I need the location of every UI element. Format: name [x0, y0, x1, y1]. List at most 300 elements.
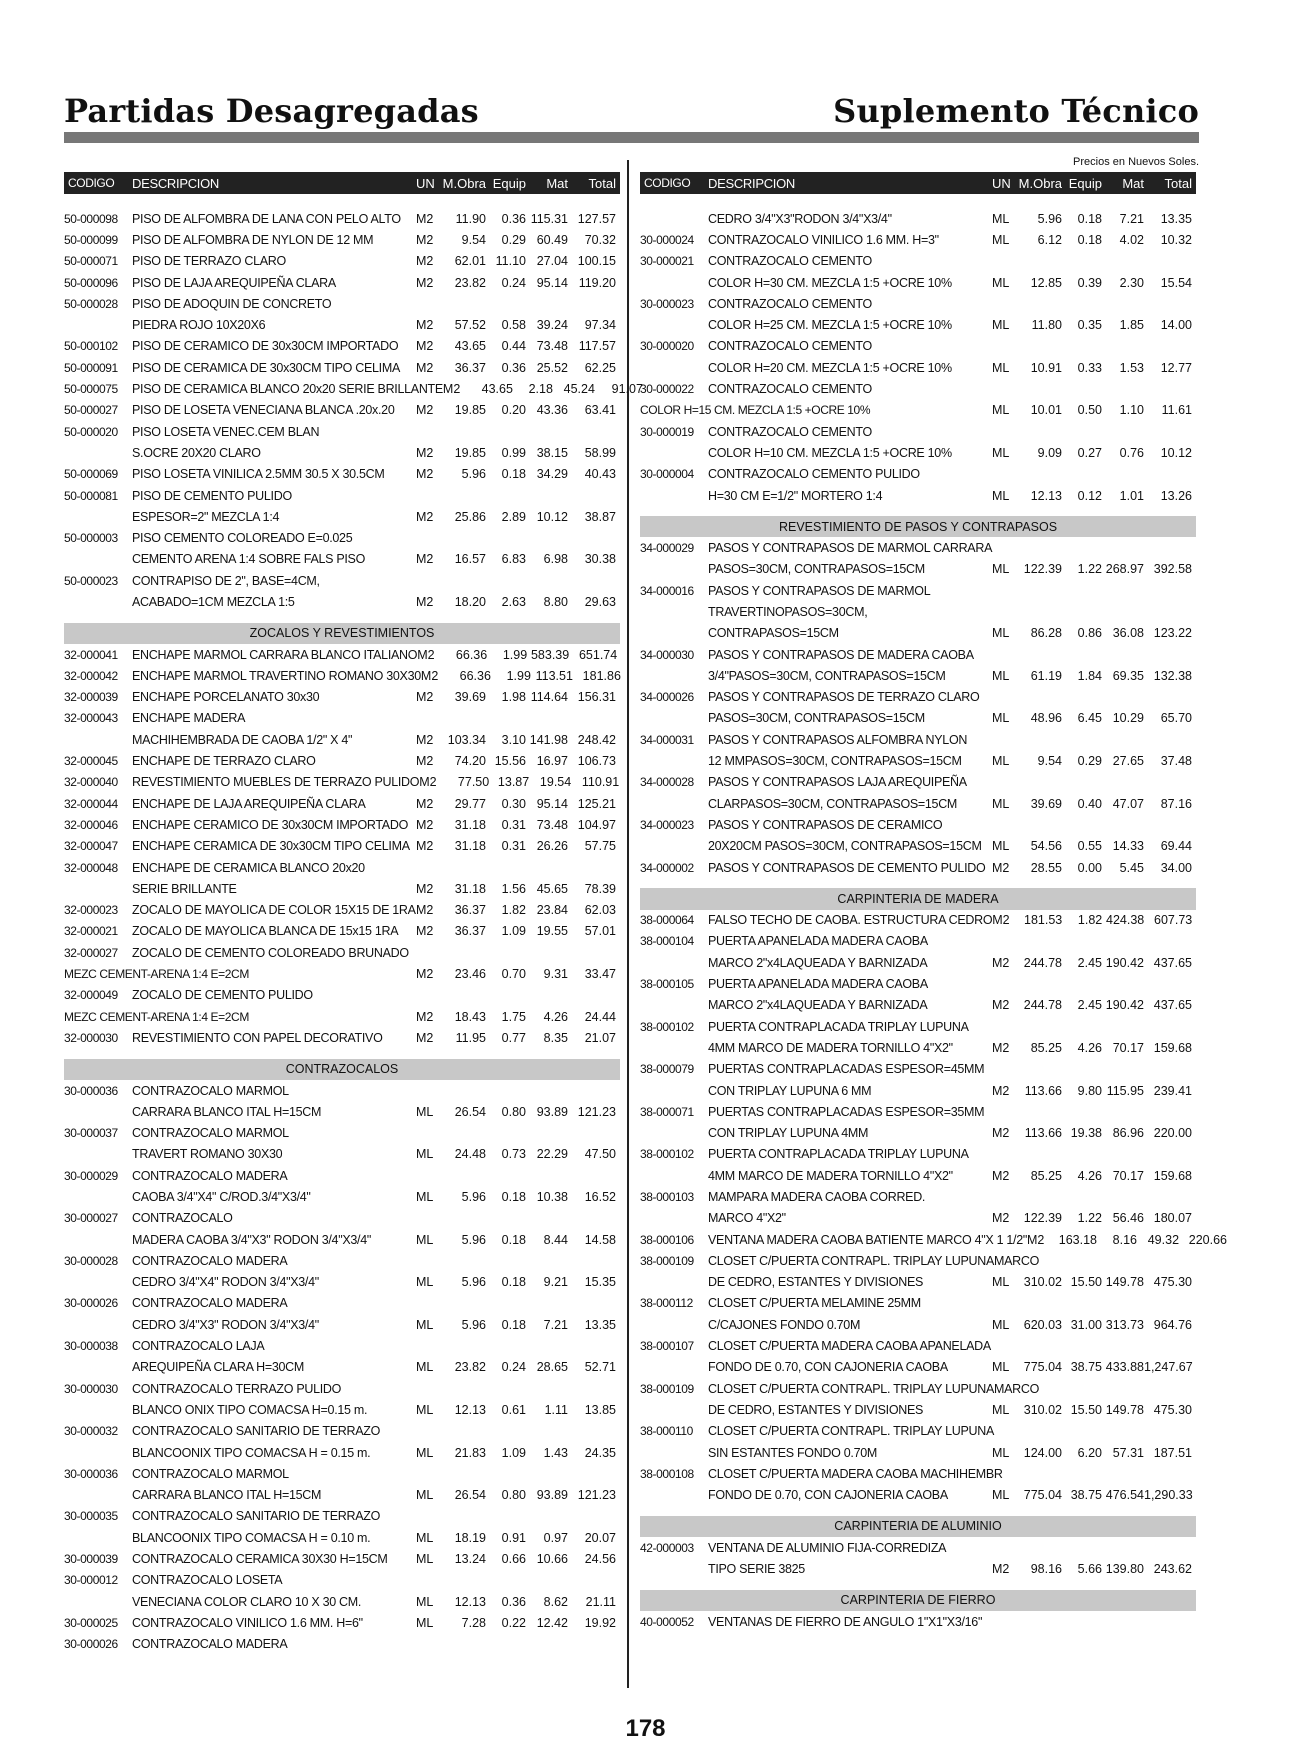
item-mat: 8.80	[543, 594, 568, 609]
item-unit: M2	[416, 903, 434, 918]
header-mobra: M.Obra	[1018, 175, 1062, 191]
item-code: 34-000026	[640, 690, 694, 705]
item-code: 30-000019	[640, 424, 694, 439]
item-mat: 1.85	[1119, 318, 1144, 333]
item-mobra: 5.96	[461, 1232, 486, 1247]
table-row	[64, 1229, 620, 1250]
item-mobra: 23.82	[454, 1360, 486, 1375]
item-description: PISO DE LAJA AREQUIPEÑA CLARA	[132, 275, 336, 290]
item-equip: 13.87	[497, 775, 530, 790]
item-code: 30-000012	[64, 1573, 118, 1588]
item-mat: 8.62	[543, 1594, 568, 1609]
item-mobra: 77.50	[457, 775, 490, 790]
item-unit: ML	[416, 1275, 434, 1290]
item-equip: 38.75	[1070, 1488, 1102, 1503]
item-description: PISO DE CEMENTO PULIDO	[132, 488, 292, 503]
item-equip: 0.24	[501, 275, 526, 290]
item-mat: 1.11	[544, 1402, 568, 1417]
item-code: 50-000028	[64, 296, 118, 311]
item-description: PISO DE TERRAZO CLARO	[132, 254, 286, 269]
item-mat: 1.53	[1119, 360, 1144, 375]
item-description: VENTANA DE ALUMINIO FIJA-CORREDIZA	[708, 1540, 947, 1555]
item-unit: ML	[416, 1615, 434, 1630]
item-code: 38-000107	[640, 1339, 694, 1354]
table-row	[64, 421, 620, 442]
table-row	[64, 857, 620, 878]
item-code: 30-000022	[640, 382, 694, 397]
item-description: C/CAJONES FONDO 0.70M	[708, 1317, 861, 1332]
item-total: 58.99	[584, 445, 616, 460]
item-description: REVESTIMIENTO MUEBLES DE TERRAZO PULIDO	[132, 775, 420, 790]
item-equip: 1.56	[501, 881, 526, 896]
item-code: 30-000021	[640, 254, 694, 269]
table-row	[640, 400, 1196, 421]
table-row	[640, 729, 1196, 750]
item-description: CONTRAZOCALO CEMENTO	[708, 296, 872, 311]
item-unit: ML	[992, 562, 1010, 577]
item-unit: M2	[416, 318, 434, 333]
item-mat: 86.96	[1112, 1126, 1144, 1141]
item-description: ENCHAPE MARMOL TRAVERTINO ROMANO 30X30	[132, 668, 421, 683]
item-unit: M2	[416, 467, 434, 482]
item-unit: M2	[1027, 1232, 1045, 1247]
item-mobra: 9.54	[461, 232, 486, 247]
table-row	[64, 1506, 620, 1527]
item-total: 123.22	[1153, 626, 1192, 641]
item-total: 62.03	[584, 903, 616, 918]
item-mobra: 31.18	[454, 839, 486, 854]
table-row	[64, 314, 620, 335]
item-equip: 0.80	[501, 1104, 526, 1119]
table-row	[64, 1080, 620, 1101]
item-total: 437.65	[1153, 998, 1192, 1013]
item-code: 30-000026	[64, 1637, 118, 1652]
table-row	[640, 793, 1196, 814]
item-mat: 19.54	[539, 775, 572, 790]
item-unit: M2	[416, 232, 434, 247]
item-mat: 141.98	[529, 732, 568, 747]
item-mat: 73.48	[536, 817, 568, 832]
item-unit: ML	[992, 839, 1010, 854]
item-description: PIEDRA ROJO 10X20X6	[132, 318, 266, 333]
table-row	[640, 623, 1196, 644]
table-row	[64, 878, 620, 899]
item-equip: 0.55	[1077, 839, 1102, 854]
table-row	[64, 549, 620, 570]
item-unit: M2	[416, 254, 434, 269]
item-equip: 0.31	[501, 839, 526, 854]
item-total: 14.00	[1160, 318, 1192, 333]
item-description: ENCHAPE DE CERAMICA BLANCO 20x20	[132, 860, 365, 875]
item-description: PUERTA APANELADA MADERA CAOBA	[708, 934, 928, 949]
item-mobra: 244.78	[1023, 955, 1062, 970]
item-equip: 1.22	[1077, 1211, 1102, 1226]
item-unit: M2	[992, 1562, 1010, 1577]
table-row	[640, 601, 1196, 622]
item-code: 30-000028	[64, 1253, 118, 1268]
item-total: 180.07	[1153, 1211, 1192, 1226]
item-unit: M2	[416, 509, 434, 524]
item-description: PISO LOSETA VINILICA 2.5MM 30.5 X 30.5CM	[132, 467, 385, 482]
table-row	[640, 229, 1196, 250]
item-description: CLOSET C/PUERTA CONTRAPL. TRIPLAY LUPUNA	[708, 1424, 995, 1439]
item-total: 159.68	[1153, 1040, 1192, 1055]
item-mobra: 11.80	[1031, 318, 1062, 333]
item-total: 15.54	[1160, 275, 1192, 290]
item-total: 248.42	[577, 732, 616, 747]
item-unit: M2	[992, 1168, 1010, 1183]
item-mat: 60.49	[536, 232, 568, 247]
table-row	[640, 1421, 1196, 1442]
item-mobra: 36.37	[454, 903, 486, 918]
item-equip: 0.33	[1077, 360, 1102, 375]
item-code: 32-000046	[64, 817, 118, 832]
item-code: 30-000030	[64, 1381, 118, 1396]
item-description: CONTRAZOCALO VINILICO 1.6 MM. H=6"	[132, 1615, 363, 1630]
item-code: 38-000105	[640, 977, 694, 992]
item-equip: 0.86	[1077, 626, 1102, 641]
item-mat: 6.98	[543, 552, 568, 567]
item-total: 52.71	[584, 1360, 616, 1375]
section-title: CONTRAZOCALOS	[285, 1062, 399, 1077]
section-title: CARPINTERIA DE ALUMINIO	[834, 1519, 1002, 1534]
item-description: ENCHAPE CERAMICA DE 30x30CM TIPO CELIMA	[132, 839, 410, 854]
item-mobra: 18.20	[454, 594, 486, 609]
item-mobra: 26.54	[454, 1104, 486, 1119]
item-total: 21.11	[585, 1594, 616, 1609]
item-mobra: 11.90	[455, 211, 486, 226]
table-row	[640, 995, 1196, 1016]
item-description: CONTRAZOCALO MARMOL	[132, 1126, 289, 1141]
table-row	[640, 1059, 1196, 1080]
item-description: TRAVERT ROMANO 30X30	[132, 1147, 283, 1162]
table-row	[64, 336, 620, 357]
item-unit: ML	[992, 1360, 1010, 1375]
table-row	[64, 1186, 620, 1207]
table-row	[64, 229, 620, 250]
item-total: 13.26	[1160, 488, 1192, 503]
item-code: 30-000024	[640, 232, 694, 247]
item-description: CONTRAZOCALO MARMOL	[132, 1466, 289, 1481]
item-unit: ML	[992, 488, 1010, 503]
table-row	[640, 1378, 1196, 1399]
item-unit: ML	[416, 1530, 434, 1545]
table-row	[64, 1144, 620, 1165]
item-total: 91.07	[611, 382, 643, 397]
item-total: 38.87	[584, 509, 616, 524]
item-code: 50-000027	[64, 403, 118, 418]
header-un: UN	[992, 175, 1011, 191]
item-equip: 1.82	[1077, 913, 1103, 928]
item-equip: 0.18	[501, 1232, 526, 1247]
item-description: MARCO 4"X2"	[708, 1211, 786, 1226]
item-equip: 0.35	[1077, 318, 1102, 333]
page-number: 178	[625, 1715, 666, 1742]
table-row	[640, 537, 1196, 558]
item-mat: 0.97	[543, 1530, 568, 1545]
item-unit: M2	[420, 668, 439, 683]
item-mat: 28.65	[536, 1360, 568, 1375]
item-equip: 0.31	[501, 817, 526, 832]
item-mat: 9.21	[543, 1275, 568, 1290]
section-header	[64, 623, 620, 644]
table-row	[64, 378, 643, 399]
table-row	[64, 1612, 620, 1633]
item-total: 1,247.67	[1144, 1360, 1193, 1375]
item-mobra: 10.01	[1030, 403, 1062, 418]
item-code: 50-000102	[64, 339, 118, 354]
item-mobra: 775.04	[1023, 1360, 1062, 1375]
item-code: 30-000027	[64, 1211, 118, 1226]
item-total: 119.20	[578, 275, 616, 290]
table-row	[64, 836, 620, 857]
item-mobra: 5.96	[461, 467, 486, 482]
table-row	[640, 708, 1196, 729]
item-mat: 190.42	[1105, 998, 1144, 1013]
item-description: CONTRAZOCALO CEMENTO	[708, 424, 872, 439]
item-unit: ML	[416, 1488, 434, 1503]
table-row	[64, 1570, 620, 1591]
page-title-right: Suplemento Técnico	[833, 92, 1199, 130]
item-unit: ML	[992, 275, 1010, 290]
item-mobra: 620.03	[1023, 1317, 1062, 1332]
item-mat: 23.84	[536, 903, 568, 918]
item-mobra: 23.46	[454, 967, 486, 982]
item-description: PISO DE CERAMICA DE 30x30CM TIPO CELIMA	[132, 360, 401, 375]
item-equip: 0.61	[501, 1402, 526, 1417]
item-mobra: 12.13	[454, 1594, 486, 1609]
item-code: 38-000110	[640, 1424, 693, 1439]
item-mobra: 12.85	[1030, 275, 1062, 290]
table-row	[640, 1101, 1196, 1122]
item-total: 13.85	[584, 1402, 616, 1417]
item-equip: 15.50	[1070, 1402, 1102, 1417]
item-description: S.OCRE 20X20 CLARO	[132, 445, 261, 460]
item-total: 220.66	[1188, 1232, 1228, 1247]
item-mat: 583.39	[530, 647, 570, 662]
item-mat: 95.14	[536, 275, 568, 290]
table-row	[64, 1027, 620, 1048]
item-unit: M2	[992, 860, 1010, 875]
item-mat: 70.17	[1112, 1040, 1144, 1055]
left-rows	[64, 208, 643, 1655]
item-mobra: 85.25	[1030, 1168, 1062, 1183]
item-equip: 0.77	[501, 1030, 526, 1045]
table-row	[640, 1293, 1196, 1314]
item-description: ENCHAPE MARMOL CARRARA BLANCO ITALIANO	[132, 647, 418, 662]
table-row	[640, 272, 1196, 293]
item-unit: M2	[416, 1030, 434, 1045]
item-mat: 16.97	[536, 754, 568, 769]
item-description: VENECIANA COLOR CLARO 10 X 30 CM.	[132, 1594, 362, 1609]
table-row	[640, 208, 1196, 229]
item-code: 32-000042	[64, 668, 118, 683]
item-mobra: 74.20	[454, 754, 486, 769]
item-unit: M2	[416, 839, 434, 854]
item-mobra: 9.09	[1037, 445, 1062, 460]
item-total: 20.07	[584, 1530, 616, 1545]
item-description: CONTRAZOCALO CERAMICA 30X30 H=15CM	[132, 1552, 388, 1567]
item-total: 106.73	[577, 754, 616, 769]
item-total: 121.23	[577, 1488, 616, 1503]
item-equip: 1.98	[501, 690, 526, 705]
item-description: CEDRO 3/4"X4" RODON 3/4"X3/4"	[132, 1275, 319, 1290]
item-total: 30.38	[584, 552, 616, 567]
item-mat: 9.31	[543, 967, 568, 982]
table-row	[640, 836, 1196, 857]
table-row	[64, 357, 620, 378]
item-total: 239.41	[1153, 1083, 1192, 1098]
item-total: 40.43	[584, 467, 616, 482]
section-title: ZOCALOS Y REVESTIMIENTOS	[249, 626, 435, 641]
table-row	[640, 314, 1196, 335]
item-code: 50-000023	[64, 573, 118, 588]
table-row	[640, 1485, 1196, 1506]
item-equip: 0.36	[501, 211, 526, 226]
item-mat: 12.42	[536, 1615, 568, 1630]
item-description: 3/4"PASOS=30CM, CONTRAPASOS=15CM	[708, 668, 946, 683]
item-mobra: 122.39	[1023, 562, 1062, 577]
item-unit: M2	[992, 955, 1010, 970]
item-description: CONTRAZOCALO MADERA	[132, 1253, 288, 1268]
item-code: 50-000071	[64, 254, 118, 269]
item-equip: 0.18	[501, 1317, 526, 1332]
table-row	[64, 1208, 620, 1229]
item-description: 4MM MARCO DE MADERA TORNILLO 4"X2"	[708, 1168, 953, 1183]
item-code: 34-000030	[640, 647, 694, 662]
item-total: 159.68	[1153, 1168, 1192, 1183]
item-mat: 27.65	[1112, 754, 1144, 769]
item-description: BLANCO ONIX TIPO COMACSA H=0.15 m.	[132, 1402, 368, 1417]
item-mat: 47.07	[1112, 796, 1144, 811]
item-total: 475.30	[1153, 1275, 1192, 1290]
table-row	[640, 1122, 1196, 1143]
item-mobra: 43.65	[454, 339, 486, 354]
item-code: 38-000104	[640, 934, 694, 949]
item-equip: 0.39	[1077, 275, 1102, 290]
item-code: 50-000081	[64, 488, 118, 503]
header-total: Total	[588, 175, 616, 191]
item-code: 30-000035	[64, 1509, 118, 1524]
item-unit: ML	[416, 1402, 434, 1417]
item-total: 125.21	[577, 796, 616, 811]
table-row	[640, 1537, 1196, 1558]
item-description: BLANCOONIX TIPO COMACSA H = 0.15 m.	[132, 1445, 371, 1460]
item-equip: 8.16	[1112, 1232, 1138, 1247]
item-code: 30-000020	[640, 339, 694, 354]
item-code: 32-000044	[64, 796, 118, 811]
table-row	[640, 1611, 1196, 1632]
item-total: 19.92	[584, 1615, 616, 1630]
item-description: SIN ESTANTES FONDO 0.70M	[708, 1445, 877, 1460]
table-row	[640, 973, 1196, 994]
item-equip: 0.22	[501, 1615, 526, 1630]
item-description: MADERA CAOBA 3/4"X3" RODON 3/4"X3/4"	[132, 1232, 371, 1247]
table-row	[640, 336, 1196, 357]
item-code: 32-000030	[64, 1030, 118, 1045]
item-mat: 115.31	[530, 211, 568, 226]
item-unit: M2	[416, 339, 434, 354]
item-mobra: 5.96	[461, 1317, 486, 1332]
table-row	[64, 1314, 620, 1335]
table-row	[640, 251, 1196, 272]
table-row	[64, 814, 620, 835]
item-unit: ML	[992, 754, 1010, 769]
item-mobra: 36.37	[454, 924, 486, 939]
item-code: 38-000108	[640, 1466, 694, 1481]
item-code: 32-000048	[64, 860, 118, 875]
item-code: 38-000071	[640, 1104, 694, 1119]
item-mobra: 16.57	[454, 552, 486, 567]
item-code: 50-000096	[64, 275, 118, 290]
item-mobra: 85.25	[1030, 1040, 1062, 1055]
table-row	[64, 1634, 620, 1655]
item-unit: M2	[416, 445, 434, 460]
item-code: 38-000064	[640, 913, 694, 928]
item-code: COLOR H=15 CM. MEZCLA 1:5 +OCRE 10%	[640, 403, 871, 418]
item-equip: 1.84	[1077, 668, 1102, 683]
item-description: CONTRAZOCALO LAJA	[132, 1339, 265, 1354]
item-description: CONTRAPASOS=15CM	[708, 626, 839, 641]
item-equip: 2.45	[1077, 998, 1102, 1013]
item-description: CONTRAZOCALO TERRAZO PULIDO	[132, 1381, 342, 1396]
item-unit: M2	[417, 647, 435, 662]
item-equip: 0.29	[1077, 754, 1102, 769]
table-row	[64, 1293, 620, 1314]
item-equip: 0.99	[501, 445, 526, 460]
section-header	[640, 1516, 1196, 1537]
table-row	[64, 1591, 620, 1612]
table-row	[64, 772, 620, 793]
table-header	[64, 172, 620, 194]
item-description: VENTANAS DE FIERRO DE ANGULO 1"X1"X3/16"	[708, 1614, 983, 1629]
item-total: 181.86	[582, 668, 621, 683]
item-equip: 0.40	[1077, 796, 1102, 811]
item-mobra: 19.85	[454, 403, 486, 418]
item-code: 50-000069	[64, 467, 118, 482]
item-unit: ML	[992, 1275, 1010, 1290]
item-mat: 114.64	[530, 690, 568, 705]
item-unit: ML	[992, 1402, 1010, 1417]
table-row	[64, 750, 620, 771]
item-equip: 0.20	[501, 403, 526, 418]
item-mat: 113.51	[535, 668, 573, 683]
item-description: CONTRAZOCALO SANITARIO DE TERRAZO	[132, 1509, 380, 1524]
item-code: 32-000049	[64, 988, 118, 1003]
item-mat: 45.24	[563, 382, 595, 397]
item-code: 32-000027	[64, 945, 118, 960]
item-equip: 4.26	[1077, 1040, 1102, 1055]
section-header	[640, 888, 1196, 909]
item-mobra: 122.39	[1023, 1211, 1062, 1226]
item-mat: 26.26	[536, 839, 568, 854]
item-code: MEZC CEMENT-ARENA 1:4 E=2CM	[64, 967, 249, 982]
table-row	[640, 1558, 1196, 1579]
item-total: 1,290.33	[1144, 1488, 1193, 1503]
item-total: 21.07	[584, 1030, 616, 1045]
item-description: CONTRAZOCALO CEMENTO PULIDO	[708, 467, 920, 482]
item-mat: 10.29	[1112, 711, 1144, 726]
item-equip: 0.24	[501, 1360, 526, 1375]
item-total: 24.44	[584, 1009, 616, 1024]
item-description: FALSO TECHO DE CAOBA. ESTRUCTURA CEDRO	[708, 913, 993, 928]
item-total: 16.52	[584, 1190, 616, 1204]
item-equip: 0.66	[501, 1552, 526, 1567]
table-row	[64, 900, 620, 921]
item-unit: M2	[416, 754, 434, 769]
item-mat: 4.26	[543, 1009, 568, 1024]
item-unit: ML	[416, 1190, 434, 1204]
